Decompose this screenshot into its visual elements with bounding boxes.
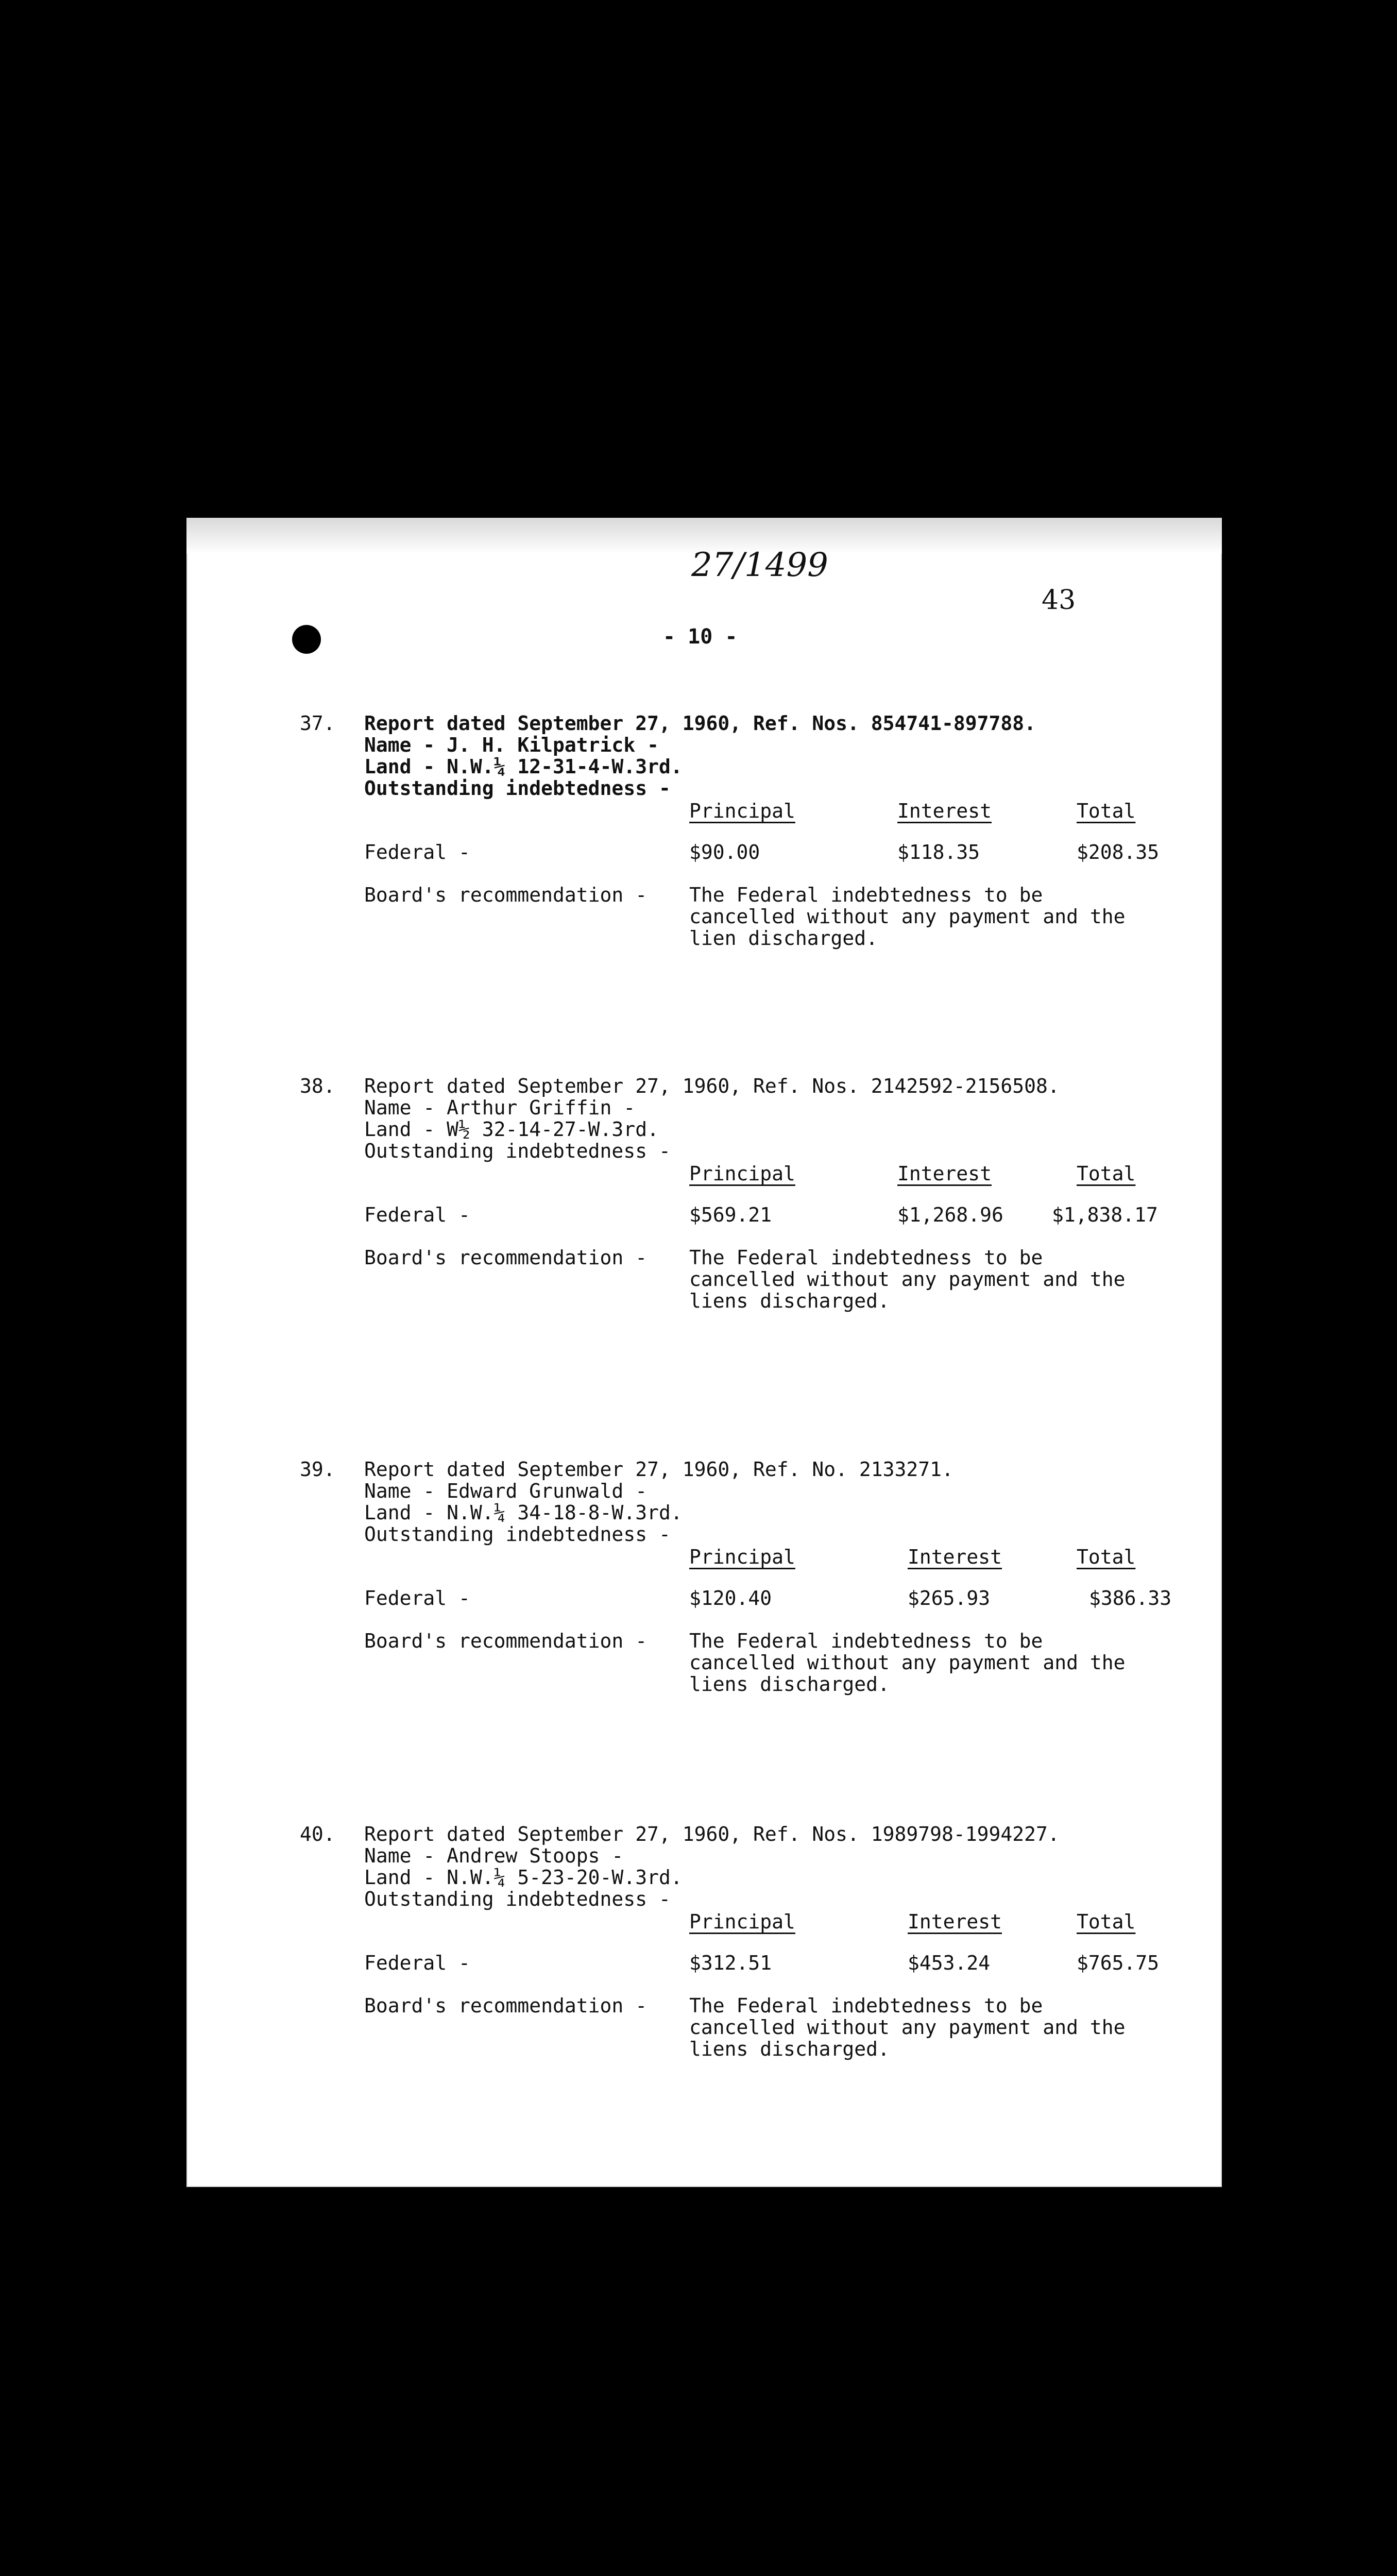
entry-37 bbox=[186, 713, 1222, 1001]
entry-number: 37. bbox=[300, 712, 335, 735]
land-line: Land - N.W.¼ 12-31-4-W.3rd. bbox=[364, 755, 683, 778]
handwritten-reference: 27/1499 bbox=[691, 546, 828, 584]
total-value: $386.33 bbox=[1089, 1587, 1172, 1609]
entry-39 bbox=[186, 1459, 1222, 1747]
entry-38 bbox=[186, 1075, 1222, 1364]
outstanding-line: Outstanding indebtedness - bbox=[364, 777, 671, 800]
land-line: Land - W½ 32-14-27-W.3rd. bbox=[364, 1118, 659, 1141]
interest-value: $453.24 bbox=[908, 1952, 991, 1974]
total-value: $1,838.17 bbox=[1052, 1204, 1158, 1226]
total-value: $765.75 bbox=[1077, 1952, 1160, 1974]
recommendation-text: The Federal indebtedness to be cancelled without any payment and the lien discharged. bbox=[689, 884, 1126, 950]
recommendation-label: Board's recommendation - bbox=[364, 884, 648, 906]
recommendation-label: Board's recommendation - bbox=[364, 1630, 648, 1652]
principal-value: $312.51 bbox=[689, 1952, 772, 1974]
entry-40 bbox=[186, 1823, 1222, 2112]
principal-header: Principal bbox=[689, 1910, 795, 1933]
total-header: Total bbox=[1077, 1546, 1136, 1568]
recommendation-text: The Federal indebtedness to be cancelled without any payment and the liens discharged. bbox=[689, 1246, 1126, 1312]
federal-label: Federal - bbox=[364, 1952, 470, 1974]
name-line: Name - J. H. Kilpatrick - bbox=[364, 734, 659, 756]
report-line: Report dated September 27, 1960, Ref. Nos. 2142592-2156508. bbox=[364, 1075, 1060, 1097]
principal-header: Principal bbox=[689, 800, 795, 822]
outstanding-line: Outstanding indebtedness - bbox=[364, 1888, 671, 1910]
entry-number: 40. bbox=[300, 1823, 335, 1845]
folio-number: 43 bbox=[1042, 585, 1076, 616]
principal-header: Principal bbox=[689, 1546, 795, 1568]
outstanding-line: Outstanding indebtedness - bbox=[364, 1140, 671, 1162]
land-line: Land - N.W.¼ 34-18-8-W.3rd. bbox=[364, 1501, 683, 1524]
interest-value: $265.93 bbox=[908, 1587, 991, 1609]
principal-header: Principal bbox=[689, 1162, 795, 1185]
page-number: - 10 - bbox=[663, 625, 738, 649]
recommendation-text: The Federal indebtedness to be cancelled without any payment and the liens discharged. bbox=[689, 1994, 1126, 2060]
report-line: Report dated September 27, 1960, Ref. Nos. 1989798-1994227. bbox=[364, 1823, 1060, 1845]
land-line: Land - N.W.¼ 5-23-20-W.3rd. bbox=[364, 1866, 683, 1889]
name-line: Name - Andrew Stoops - bbox=[364, 1844, 624, 1867]
report-line: Report dated September 27, 1960, Ref. No. 2133271. bbox=[364, 1458, 953, 1481]
federal-label: Federal - bbox=[364, 1587, 470, 1609]
interest-value: $118.35 bbox=[897, 841, 980, 863]
recommendation-text: The Federal indebtedness to be cancelled without any payment and the liens discharged. bbox=[689, 1630, 1126, 1696]
interest-header: Interest bbox=[908, 1546, 1002, 1568]
name-line: Name - Edward Grunwald - bbox=[364, 1480, 648, 1502]
total-value: $208.35 bbox=[1077, 841, 1160, 863]
name-line: Name - Arthur Griffin - bbox=[364, 1096, 636, 1119]
principal-value: $569.21 bbox=[689, 1204, 772, 1226]
recommendation-label: Board's recommendation - bbox=[364, 1246, 648, 1269]
interest-value: $1,268.96 bbox=[897, 1204, 1003, 1226]
principal-value: $90.00 bbox=[689, 841, 760, 863]
entry-number: 38. bbox=[300, 1075, 335, 1097]
punch-hole bbox=[292, 625, 321, 654]
total-header: Total bbox=[1077, 800, 1136, 822]
outstanding-line: Outstanding indebtedness - bbox=[364, 1523, 671, 1546]
total-header: Total bbox=[1077, 1162, 1136, 1185]
interest-header: Interest bbox=[897, 1162, 992, 1185]
document-page bbox=[186, 518, 1222, 2187]
principal-value: $120.40 bbox=[689, 1587, 772, 1609]
interest-header: Interest bbox=[897, 800, 992, 822]
entry-number: 39. bbox=[300, 1458, 335, 1481]
federal-label: Federal - bbox=[364, 1204, 470, 1226]
interest-header: Interest bbox=[908, 1910, 1002, 1933]
report-line: Report dated September 27, 1960, Ref. Nos. 854741-897788. bbox=[364, 712, 1036, 735]
total-header: Total bbox=[1077, 1910, 1136, 1933]
recommendation-label: Board's recommendation - bbox=[364, 1994, 648, 2017]
federal-label: Federal - bbox=[364, 841, 470, 863]
